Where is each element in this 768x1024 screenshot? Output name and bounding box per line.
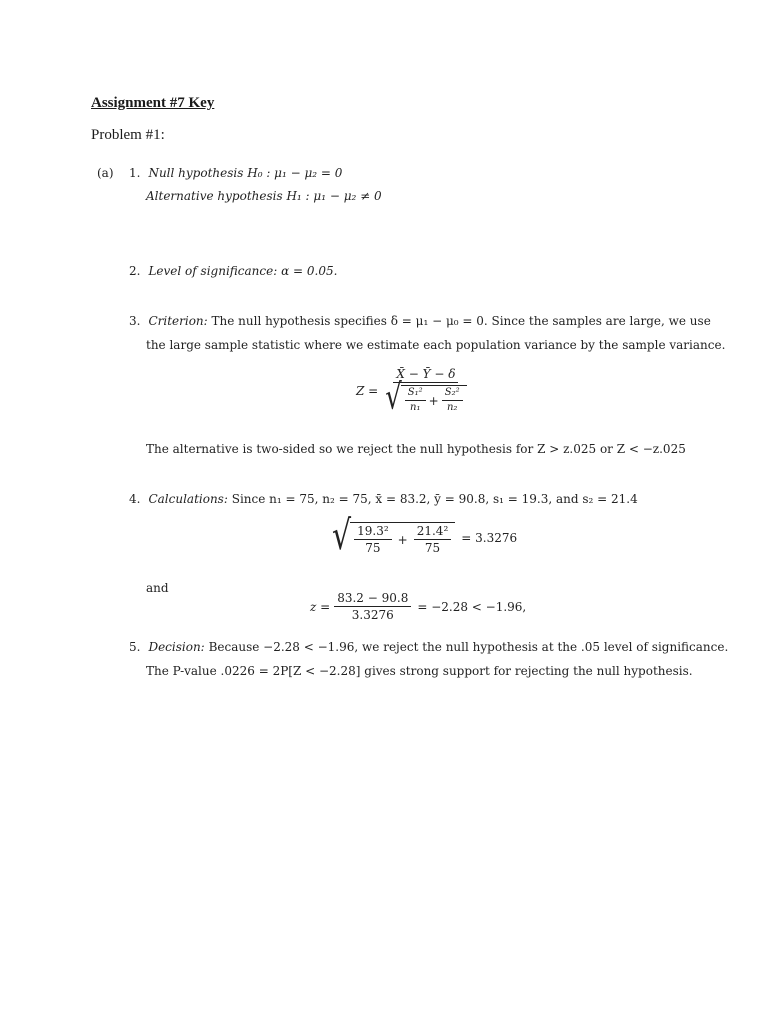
null-hypothesis-label: Null hypothesis	[148, 166, 244, 180]
calculations-text: Since n₁ = 75, n₂ = 75, x̄ = 83.2, ȳ = 90.8, s₁ = 19.3, and s₂ = 21.4	[231, 492, 638, 506]
significance-label: Level of significance:	[148, 264, 278, 278]
z-calc-numerator: 83.2 − 90.8	[334, 592, 411, 607]
step2-number: 2.	[129, 264, 141, 278]
decision-text2: The P-value .0226 = 2P[Z < −2.28] gives strong support for rejecting the null hypothesis.	[146, 664, 693, 678]
z-formula-sqrt: √ $\frac{\text{S₁²}}{\text{n₁}}$ + $\frac{\text{S₂²}}{\text{n₂}}$	[385, 385, 466, 413]
step3-number: 3.	[129, 314, 141, 328]
significance-expr: α = 0.05.	[281, 264, 338, 278]
sqrt-b-numerator: 21.4²	[414, 525, 452, 540]
criterion-label: Criterion:	[148, 314, 208, 328]
sqrt-b-denominator: 75	[424, 541, 441, 555]
document-title: Assignment #7 Key	[91, 95, 215, 111]
calculations-label: Calculations:	[148, 492, 228, 506]
z-calc-denominator: 3.3276	[351, 608, 394, 622]
criterion-text3: The alternative is two-sided so we reject the null hypothesis for Z > z.025 or Z < −z.025	[146, 442, 686, 456]
step4-line	[129, 493, 638, 505]
z-formula	[356, 367, 470, 418]
and-text: and	[146, 581, 169, 595]
z-formula-lhs: Z =	[356, 383, 379, 398]
z-formula-s2: S₂²	[442, 388, 463, 401]
null-hypothesis-expr: H₀ : μ₁ − μ₂ = 0	[247, 166, 343, 180]
step5-line1	[129, 641, 728, 653]
problem-heading: Problem #1:	[91, 127, 165, 143]
step1-number: 1.	[129, 166, 141, 180]
sqrt-plus: +	[397, 532, 408, 547]
z-formula-n2: n₂	[446, 402, 458, 413]
criterion-text2: the large sample statistic where we estimate each population variance by the sample variance.	[146, 338, 726, 352]
step4-number: 4.	[129, 492, 141, 506]
sqrt-a-denominator: 75	[365, 541, 381, 555]
z-formula-plus: +	[428, 393, 439, 408]
criterion-text1: The null hypothesis specifies δ = μ₁ − μ₀ = 0. Since the samples are large, we use	[211, 314, 711, 328]
part-a-label: (a)	[97, 166, 114, 180]
step3-line1	[129, 315, 711, 327]
step2-line	[129, 265, 337, 277]
sqrt-a-numerator: 19.3²	[354, 525, 392, 540]
z-formula-n1: n₁	[410, 402, 421, 413]
decision-label: Decision:	[148, 640, 205, 654]
z-formula-numerator: X̄ − Ȳ − δ	[393, 368, 458, 383]
z-calculation	[310, 592, 526, 621]
sqrt-result: = 3.3276	[461, 531, 518, 545]
decision-text1: Because −2.28 < −1.96, we reject the null hypothesis at the .05 level of significance.	[208, 640, 729, 654]
z-formula-fraction	[382, 367, 469, 418]
step1-line	[129, 167, 342, 179]
alt-hypothesis-label: Alternative hypothesis	[146, 189, 283, 203]
step5-number: 5.	[129, 640, 141, 654]
z-calc-lhs: z =	[310, 599, 331, 614]
z-formula-s1: S₁²	[405, 388, 426, 401]
alt-hypothesis-line	[146, 190, 382, 202]
sqrt-calculation: √ $\frac{\text{19.3²}}{75}$ + $\frac{\text{21.4²}}{75}$ = 3.3276	[332, 512, 518, 560]
z-calc-result: = −2.28 < −1.96,	[417, 599, 527, 614]
alt-hypothesis-expr: H₁ : μ₁ − μ₂ ≠ 0	[286, 189, 382, 203]
